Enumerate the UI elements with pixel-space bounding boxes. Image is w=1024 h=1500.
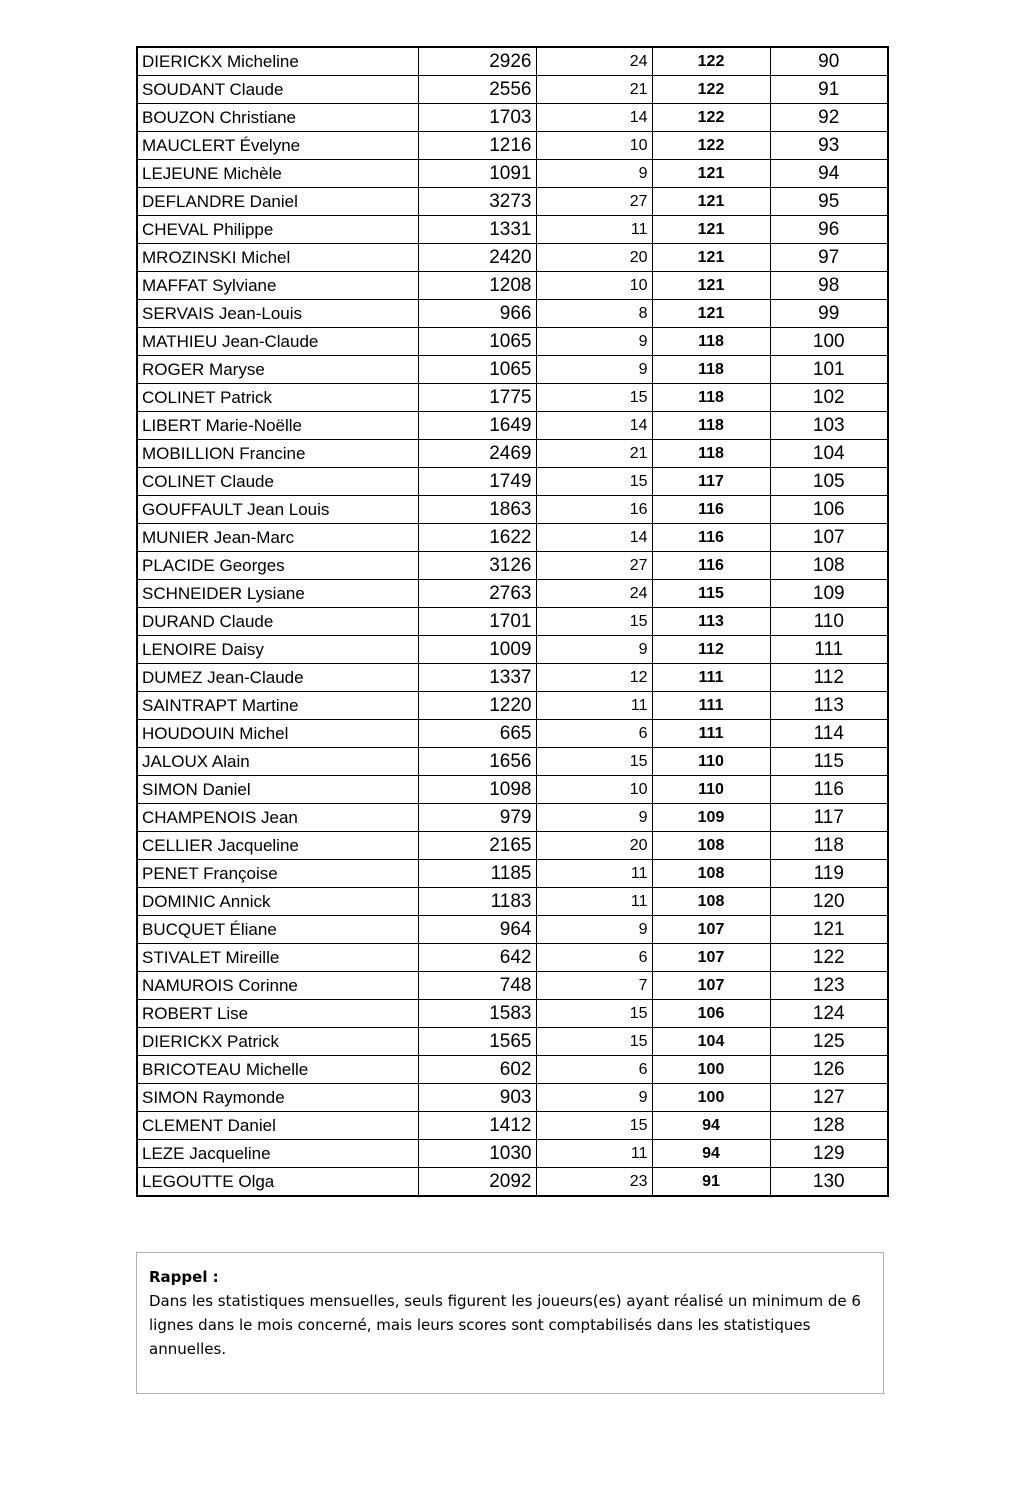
table-row — [137, 132, 888, 160]
rank-cell: 128 — [770, 1112, 888, 1140]
lines-played-cell: 11 — [536, 692, 652, 720]
table-row — [137, 580, 888, 608]
rank-cell: 98 — [770, 272, 888, 300]
rank-cell: 123 — [770, 972, 888, 1000]
table-row — [137, 1000, 888, 1028]
total-pins-cell: 2469 — [418, 440, 536, 468]
reminder-text: Dans les statistiques mensuelles, seuls figurent les joueurs(es) ayant réalisé un minimum de 6 lignes dans le mois concerné, mais leurs scores sont comptabilisés dans les statistiques annuelles. — [149, 1292, 861, 1358]
average-cell: 118 — [652, 356, 770, 384]
table-row — [137, 832, 888, 860]
table-row — [137, 748, 888, 776]
player-name-cell: BRICOTEAU Michelle — [137, 1056, 418, 1084]
table-row — [137, 1084, 888, 1112]
total-pins-cell: 602 — [418, 1056, 536, 1084]
player-name-cell: MROZINSKI Michel — [137, 244, 418, 272]
rank-cell: 92 — [770, 104, 888, 132]
average-cell: 111 — [652, 720, 770, 748]
lines-played-cell: 21 — [536, 76, 652, 104]
table-row — [137, 328, 888, 356]
rank-cell: 112 — [770, 664, 888, 692]
average-cell: 121 — [652, 188, 770, 216]
rank-cell: 94 — [770, 160, 888, 188]
player-name-cell: CLEMENT Daniel — [137, 1112, 418, 1140]
lines-played-cell: 15 — [536, 1000, 652, 1028]
table-row — [137, 384, 888, 412]
total-pins-cell: 665 — [418, 720, 536, 748]
lines-played-cell: 11 — [536, 888, 652, 916]
rank-cell: 91 — [770, 76, 888, 104]
table-row — [137, 692, 888, 720]
total-pins-cell: 1009 — [418, 636, 536, 664]
player-name-cell: COLINET Claude — [137, 468, 418, 496]
player-name-cell: PLACIDE Georges — [137, 552, 418, 580]
total-pins-cell: 1337 — [418, 664, 536, 692]
player-name-cell: NAMUROIS Corinne — [137, 972, 418, 1000]
lines-played-cell: 14 — [536, 104, 652, 132]
lines-played-cell: 6 — [536, 1056, 652, 1084]
total-pins-cell: 1065 — [418, 328, 536, 356]
table-row — [137, 1056, 888, 1084]
rank-cell: 107 — [770, 524, 888, 552]
rank-cell: 125 — [770, 1028, 888, 1056]
average-cell: 122 — [652, 76, 770, 104]
player-name-cell: LEZE Jacqueline — [137, 1140, 418, 1168]
lines-played-cell: 15 — [536, 1028, 652, 1056]
rank-cell: 108 — [770, 552, 888, 580]
table-row — [137, 272, 888, 300]
rank-cell: 101 — [770, 356, 888, 384]
player-name-cell: SOUDANT Claude — [137, 76, 418, 104]
rank-cell: 126 — [770, 1056, 888, 1084]
average-cell: 121 — [652, 216, 770, 244]
rank-cell: 122 — [770, 944, 888, 972]
player-name-cell: GOUFFAULT Jean Louis — [137, 496, 418, 524]
table-row — [137, 440, 888, 468]
average-cell: 118 — [652, 384, 770, 412]
player-name-cell: LENOIRE Daisy — [137, 636, 418, 664]
lines-played-cell: 20 — [536, 244, 652, 272]
average-cell: 94 — [652, 1112, 770, 1140]
lines-played-cell: 6 — [536, 944, 652, 972]
table-row — [137, 160, 888, 188]
lines-played-cell: 24 — [536, 47, 652, 76]
lines-played-cell: 10 — [536, 272, 652, 300]
rank-cell: 106 — [770, 496, 888, 524]
table-row — [137, 47, 888, 76]
total-pins-cell: 1656 — [418, 748, 536, 776]
average-cell: 121 — [652, 244, 770, 272]
average-cell: 111 — [652, 664, 770, 692]
average-cell: 116 — [652, 496, 770, 524]
lines-played-cell: 15 — [536, 748, 652, 776]
rank-cell: 105 — [770, 468, 888, 496]
table-row — [137, 804, 888, 832]
total-pins-cell: 1775 — [418, 384, 536, 412]
table-row — [137, 1028, 888, 1056]
table-row — [137, 944, 888, 972]
player-name-cell: HOUDOUIN Michel — [137, 720, 418, 748]
lines-played-cell: 16 — [536, 496, 652, 524]
rank-cell: 129 — [770, 1140, 888, 1168]
rank-cell: 127 — [770, 1084, 888, 1112]
total-pins-cell: 964 — [418, 916, 536, 944]
lines-played-cell: 9 — [536, 1084, 652, 1112]
player-name-cell: SIMON Raymonde — [137, 1084, 418, 1112]
table-row — [137, 1112, 888, 1140]
total-pins-cell: 642 — [418, 944, 536, 972]
lines-played-cell: 14 — [536, 524, 652, 552]
rank-cell: 99 — [770, 300, 888, 328]
total-pins-cell: 2763 — [418, 580, 536, 608]
player-name-cell: MOBILLION Francine — [137, 440, 418, 468]
rank-cell: 109 — [770, 580, 888, 608]
total-pins-cell: 2926 — [418, 47, 536, 76]
table-row — [137, 524, 888, 552]
average-cell: 118 — [652, 412, 770, 440]
player-name-cell: DUMEZ Jean-Claude — [137, 664, 418, 692]
player-name-cell: SERVAIS Jean-Louis — [137, 300, 418, 328]
average-cell: 111 — [652, 692, 770, 720]
player-name-cell: DIERICKX Patrick — [137, 1028, 418, 1056]
average-cell: 121 — [652, 160, 770, 188]
lines-played-cell: 8 — [536, 300, 652, 328]
table-row — [137, 776, 888, 804]
total-pins-cell: 903 — [418, 1084, 536, 1112]
lines-played-cell: 15 — [536, 384, 652, 412]
total-pins-cell: 1703 — [418, 104, 536, 132]
total-pins-cell: 1098 — [418, 776, 536, 804]
lines-played-cell: 23 — [536, 1168, 652, 1197]
average-cell: 109 — [652, 804, 770, 832]
lines-played-cell: 6 — [536, 720, 652, 748]
total-pins-cell: 1701 — [418, 608, 536, 636]
lines-played-cell: 27 — [536, 188, 652, 216]
table-row — [137, 636, 888, 664]
lines-played-cell: 11 — [536, 1140, 652, 1168]
table-row — [137, 1140, 888, 1168]
total-pins-cell: 3273 — [418, 188, 536, 216]
stats-table-body — [137, 47, 888, 1196]
rank-cell: 121 — [770, 916, 888, 944]
rank-cell: 117 — [770, 804, 888, 832]
average-cell: 118 — [652, 328, 770, 356]
reminder-title: Rappel : — [149, 1268, 219, 1286]
average-cell: 107 — [652, 944, 770, 972]
total-pins-cell: 1065 — [418, 356, 536, 384]
player-name-cell: SAINTRAPT Martine — [137, 692, 418, 720]
average-cell: 110 — [652, 776, 770, 804]
player-name-cell: JALOUX Alain — [137, 748, 418, 776]
average-cell: 100 — [652, 1084, 770, 1112]
lines-played-cell: 27 — [536, 552, 652, 580]
total-pins-cell: 1863 — [418, 496, 536, 524]
player-name-cell: CELLIER Jacqueline — [137, 832, 418, 860]
average-cell: 104 — [652, 1028, 770, 1056]
table-row — [137, 1168, 888, 1197]
average-cell: 122 — [652, 132, 770, 160]
rank-cell: 93 — [770, 132, 888, 160]
average-cell: 113 — [652, 608, 770, 636]
lines-played-cell: 15 — [536, 1112, 652, 1140]
rank-cell: 102 — [770, 384, 888, 412]
player-name-cell: DIERICKX Micheline — [137, 47, 418, 76]
rank-cell: 120 — [770, 888, 888, 916]
average-cell: 117 — [652, 468, 770, 496]
average-cell: 121 — [652, 272, 770, 300]
player-name-cell: LIBERT Marie-Noëlle — [137, 412, 418, 440]
average-cell: 112 — [652, 636, 770, 664]
total-pins-cell: 1331 — [418, 216, 536, 244]
average-cell: 122 — [652, 104, 770, 132]
rank-cell: 114 — [770, 720, 888, 748]
total-pins-cell: 1208 — [418, 272, 536, 300]
total-pins-cell: 3126 — [418, 552, 536, 580]
table-row — [137, 300, 888, 328]
rank-cell: 103 — [770, 412, 888, 440]
total-pins-cell: 966 — [418, 300, 536, 328]
total-pins-cell: 2556 — [418, 76, 536, 104]
lines-played-cell: 14 — [536, 412, 652, 440]
table-row — [137, 468, 888, 496]
lines-played-cell: 10 — [536, 132, 652, 160]
lines-played-cell: 24 — [536, 580, 652, 608]
player-name-cell: CHEVAL Philippe — [137, 216, 418, 244]
lines-played-cell: 7 — [536, 972, 652, 1000]
lines-played-cell: 9 — [536, 916, 652, 944]
rank-cell: 96 — [770, 216, 888, 244]
player-name-cell: PENET Françoise — [137, 860, 418, 888]
lines-played-cell: 15 — [536, 468, 652, 496]
total-pins-cell: 2420 — [418, 244, 536, 272]
total-pins-cell: 1220 — [418, 692, 536, 720]
table-row — [137, 356, 888, 384]
player-name-cell: DOMINIC Annick — [137, 888, 418, 916]
total-pins-cell: 1091 — [418, 160, 536, 188]
total-pins-cell: 1030 — [418, 1140, 536, 1168]
lines-played-cell: 10 — [536, 776, 652, 804]
average-cell: 118 — [652, 440, 770, 468]
table-row — [137, 860, 888, 888]
rank-cell: 97 — [770, 244, 888, 272]
table-row — [137, 916, 888, 944]
lines-played-cell: 9 — [536, 356, 652, 384]
table-row — [137, 664, 888, 692]
rank-cell: 95 — [770, 188, 888, 216]
rank-cell: 110 — [770, 608, 888, 636]
average-cell: 108 — [652, 860, 770, 888]
average-cell: 108 — [652, 888, 770, 916]
rank-cell: 118 — [770, 832, 888, 860]
reminder-box — [136, 1252, 884, 1394]
average-cell: 107 — [652, 916, 770, 944]
table-row — [137, 412, 888, 440]
table-row — [137, 76, 888, 104]
lines-played-cell: 11 — [536, 860, 652, 888]
table-row — [137, 720, 888, 748]
average-cell: 121 — [652, 300, 770, 328]
player-name-cell: ROBERT Lise — [137, 1000, 418, 1028]
table-row — [137, 496, 888, 524]
player-name-cell: MAFFAT Sylviane — [137, 272, 418, 300]
lines-played-cell: 15 — [536, 608, 652, 636]
total-pins-cell: 1185 — [418, 860, 536, 888]
average-cell: 100 — [652, 1056, 770, 1084]
player-name-cell: MAUCLERT Évelyne — [137, 132, 418, 160]
rank-cell: 90 — [770, 47, 888, 76]
player-name-cell: BOUZON Christiane — [137, 104, 418, 132]
player-name-cell: MATHIEU Jean-Claude — [137, 328, 418, 356]
player-name-cell: CHAMPENOIS Jean — [137, 804, 418, 832]
player-stats-table — [136, 46, 889, 1197]
average-cell: 94 — [652, 1140, 770, 1168]
lines-played-cell: 11 — [536, 216, 652, 244]
average-cell: 91 — [652, 1168, 770, 1197]
table-row — [137, 608, 888, 636]
table-row — [137, 188, 888, 216]
total-pins-cell: 1565 — [418, 1028, 536, 1056]
average-cell: 122 — [652, 47, 770, 76]
total-pins-cell: 1412 — [418, 1112, 536, 1140]
lines-played-cell: 20 — [536, 832, 652, 860]
average-cell: 116 — [652, 552, 770, 580]
average-cell: 106 — [652, 1000, 770, 1028]
player-name-cell: STIVALET Mireille — [137, 944, 418, 972]
rank-cell: 124 — [770, 1000, 888, 1028]
average-cell: 116 — [652, 524, 770, 552]
lines-played-cell: 9 — [536, 328, 652, 356]
player-name-cell: SCHNEIDER Lysiane — [137, 580, 418, 608]
rank-cell: 100 — [770, 328, 888, 356]
lines-played-cell: 9 — [536, 804, 652, 832]
rank-cell: 111 — [770, 636, 888, 664]
rank-cell: 130 — [770, 1168, 888, 1197]
player-name-cell: ROGER Maryse — [137, 356, 418, 384]
player-name-cell: LEJEUNE Michèle — [137, 160, 418, 188]
table-row — [137, 216, 888, 244]
total-pins-cell: 979 — [418, 804, 536, 832]
table-row — [137, 972, 888, 1000]
average-cell: 115 — [652, 580, 770, 608]
player-name-cell: DURAND Claude — [137, 608, 418, 636]
lines-played-cell: 12 — [536, 664, 652, 692]
total-pins-cell: 1216 — [418, 132, 536, 160]
rank-cell: 115 — [770, 748, 888, 776]
total-pins-cell: 2092 — [418, 1168, 536, 1197]
total-pins-cell: 1183 — [418, 888, 536, 916]
total-pins-cell: 1583 — [418, 1000, 536, 1028]
rank-cell: 116 — [770, 776, 888, 804]
lines-played-cell: 21 — [536, 440, 652, 468]
average-cell: 110 — [652, 748, 770, 776]
table-row — [137, 104, 888, 132]
total-pins-cell: 748 — [418, 972, 536, 1000]
player-name-cell: MUNIER Jean-Marc — [137, 524, 418, 552]
player-name-cell: DEFLANDRE Daniel — [137, 188, 418, 216]
rank-cell: 119 — [770, 860, 888, 888]
player-name-cell: COLINET Patrick — [137, 384, 418, 412]
player-name-cell: LEGOUTTE Olga — [137, 1168, 418, 1197]
table-row — [137, 244, 888, 272]
average-cell: 107 — [652, 972, 770, 1000]
player-name-cell: SIMON Daniel — [137, 776, 418, 804]
rank-cell: 113 — [770, 692, 888, 720]
lines-played-cell: 9 — [536, 636, 652, 664]
total-pins-cell: 1622 — [418, 524, 536, 552]
table-row — [137, 552, 888, 580]
total-pins-cell: 1749 — [418, 468, 536, 496]
average-cell: 108 — [652, 832, 770, 860]
lines-played-cell: 9 — [536, 160, 652, 188]
table-row — [137, 888, 888, 916]
total-pins-cell: 2165 — [418, 832, 536, 860]
player-name-cell: BUCQUET Éliane — [137, 916, 418, 944]
total-pins-cell: 1649 — [418, 412, 536, 440]
rank-cell: 104 — [770, 440, 888, 468]
